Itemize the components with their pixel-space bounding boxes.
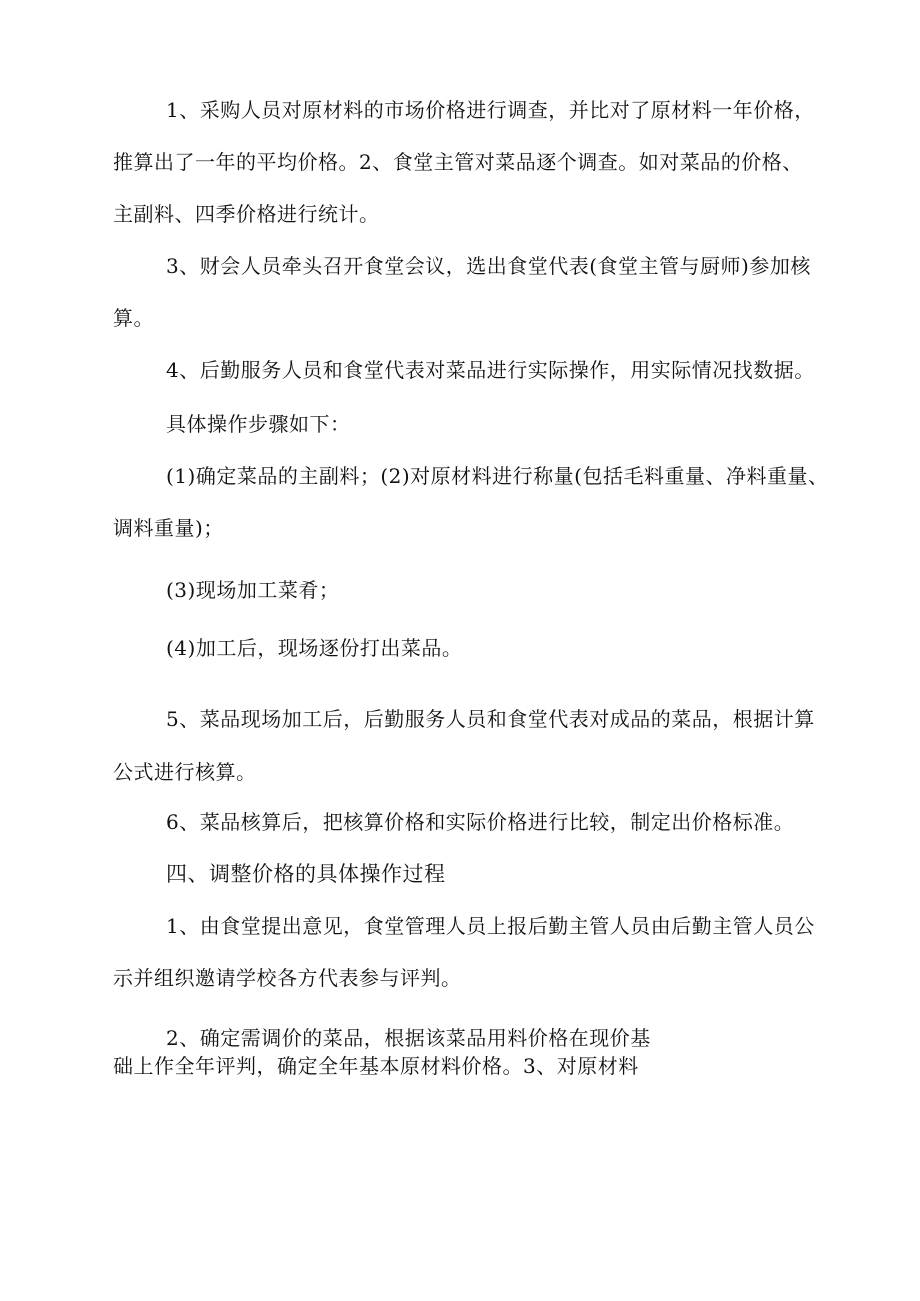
paragraph-1-line-1: 1、采购人员对原材料的市场价格进行调查，并比对了原材料一年价格， (166, 98, 815, 122)
section-paragraph-2-line-2: 础上作全年评判，确定全年基本原材料价格。3、对原材料 (113, 1054, 639, 1078)
paragraph-3-line-2: 算。 (113, 306, 154, 330)
step-1-2-line-1: (1)确定菜品的主副料；(2)对原材料进行称量(包括毛料重量、净料重量、 (166, 464, 829, 488)
paragraph-1-line-2: 推算出了一年的平均价格。2、食堂主管对菜品逐个调查。如对菜品的价格、 (113, 150, 803, 174)
step-4: (4)加工后，现场逐份打出菜品。 (166, 636, 463, 660)
step-1-2-line-2: 调料重量)； (113, 516, 224, 540)
paragraph-5-line-2: 公式进行核算。 (113, 760, 257, 784)
paragraph-5-line-1: 5、菜品现场加工后，后勤服务人员和食堂代表对成品的菜品，根据计算 (166, 707, 815, 731)
section-paragraph-1-line-1: 1、由食堂提出意见，食堂管理人员上报后勤主管人员由后勤主管人员公 (166, 914, 815, 938)
section-heading: 四、调整价格的具体操作过程 (166, 862, 446, 886)
step-3: (3)现场加工菜肴； (166, 578, 340, 602)
section-paragraph-1-line-2: 示并组织邀请学校各方代表参与评判。 (113, 966, 462, 990)
paragraph-3-line-1: 3、财会人员牵头召开食堂会议，选出食堂代表(食堂主管与厨师)参加核 (166, 254, 811, 278)
paragraph-4-line-1: 4、后勤服务人员和食堂代表对菜品进行实际操作，用实际情况找数据。 (166, 358, 815, 382)
paragraph-1-line-3: 主副料、四季价格进行统计。 (113, 202, 380, 226)
steps-intro: 具体操作步骤如下： (166, 412, 351, 436)
paragraph-6: 6、菜品核算后，把核算价格和实际价格进行比较，制定出价格标准。 (166, 810, 795, 834)
section-paragraph-2-line-1: 2、确定需调价的菜品，根据该菜品用料价格在现价基 (166, 1026, 651, 1050)
